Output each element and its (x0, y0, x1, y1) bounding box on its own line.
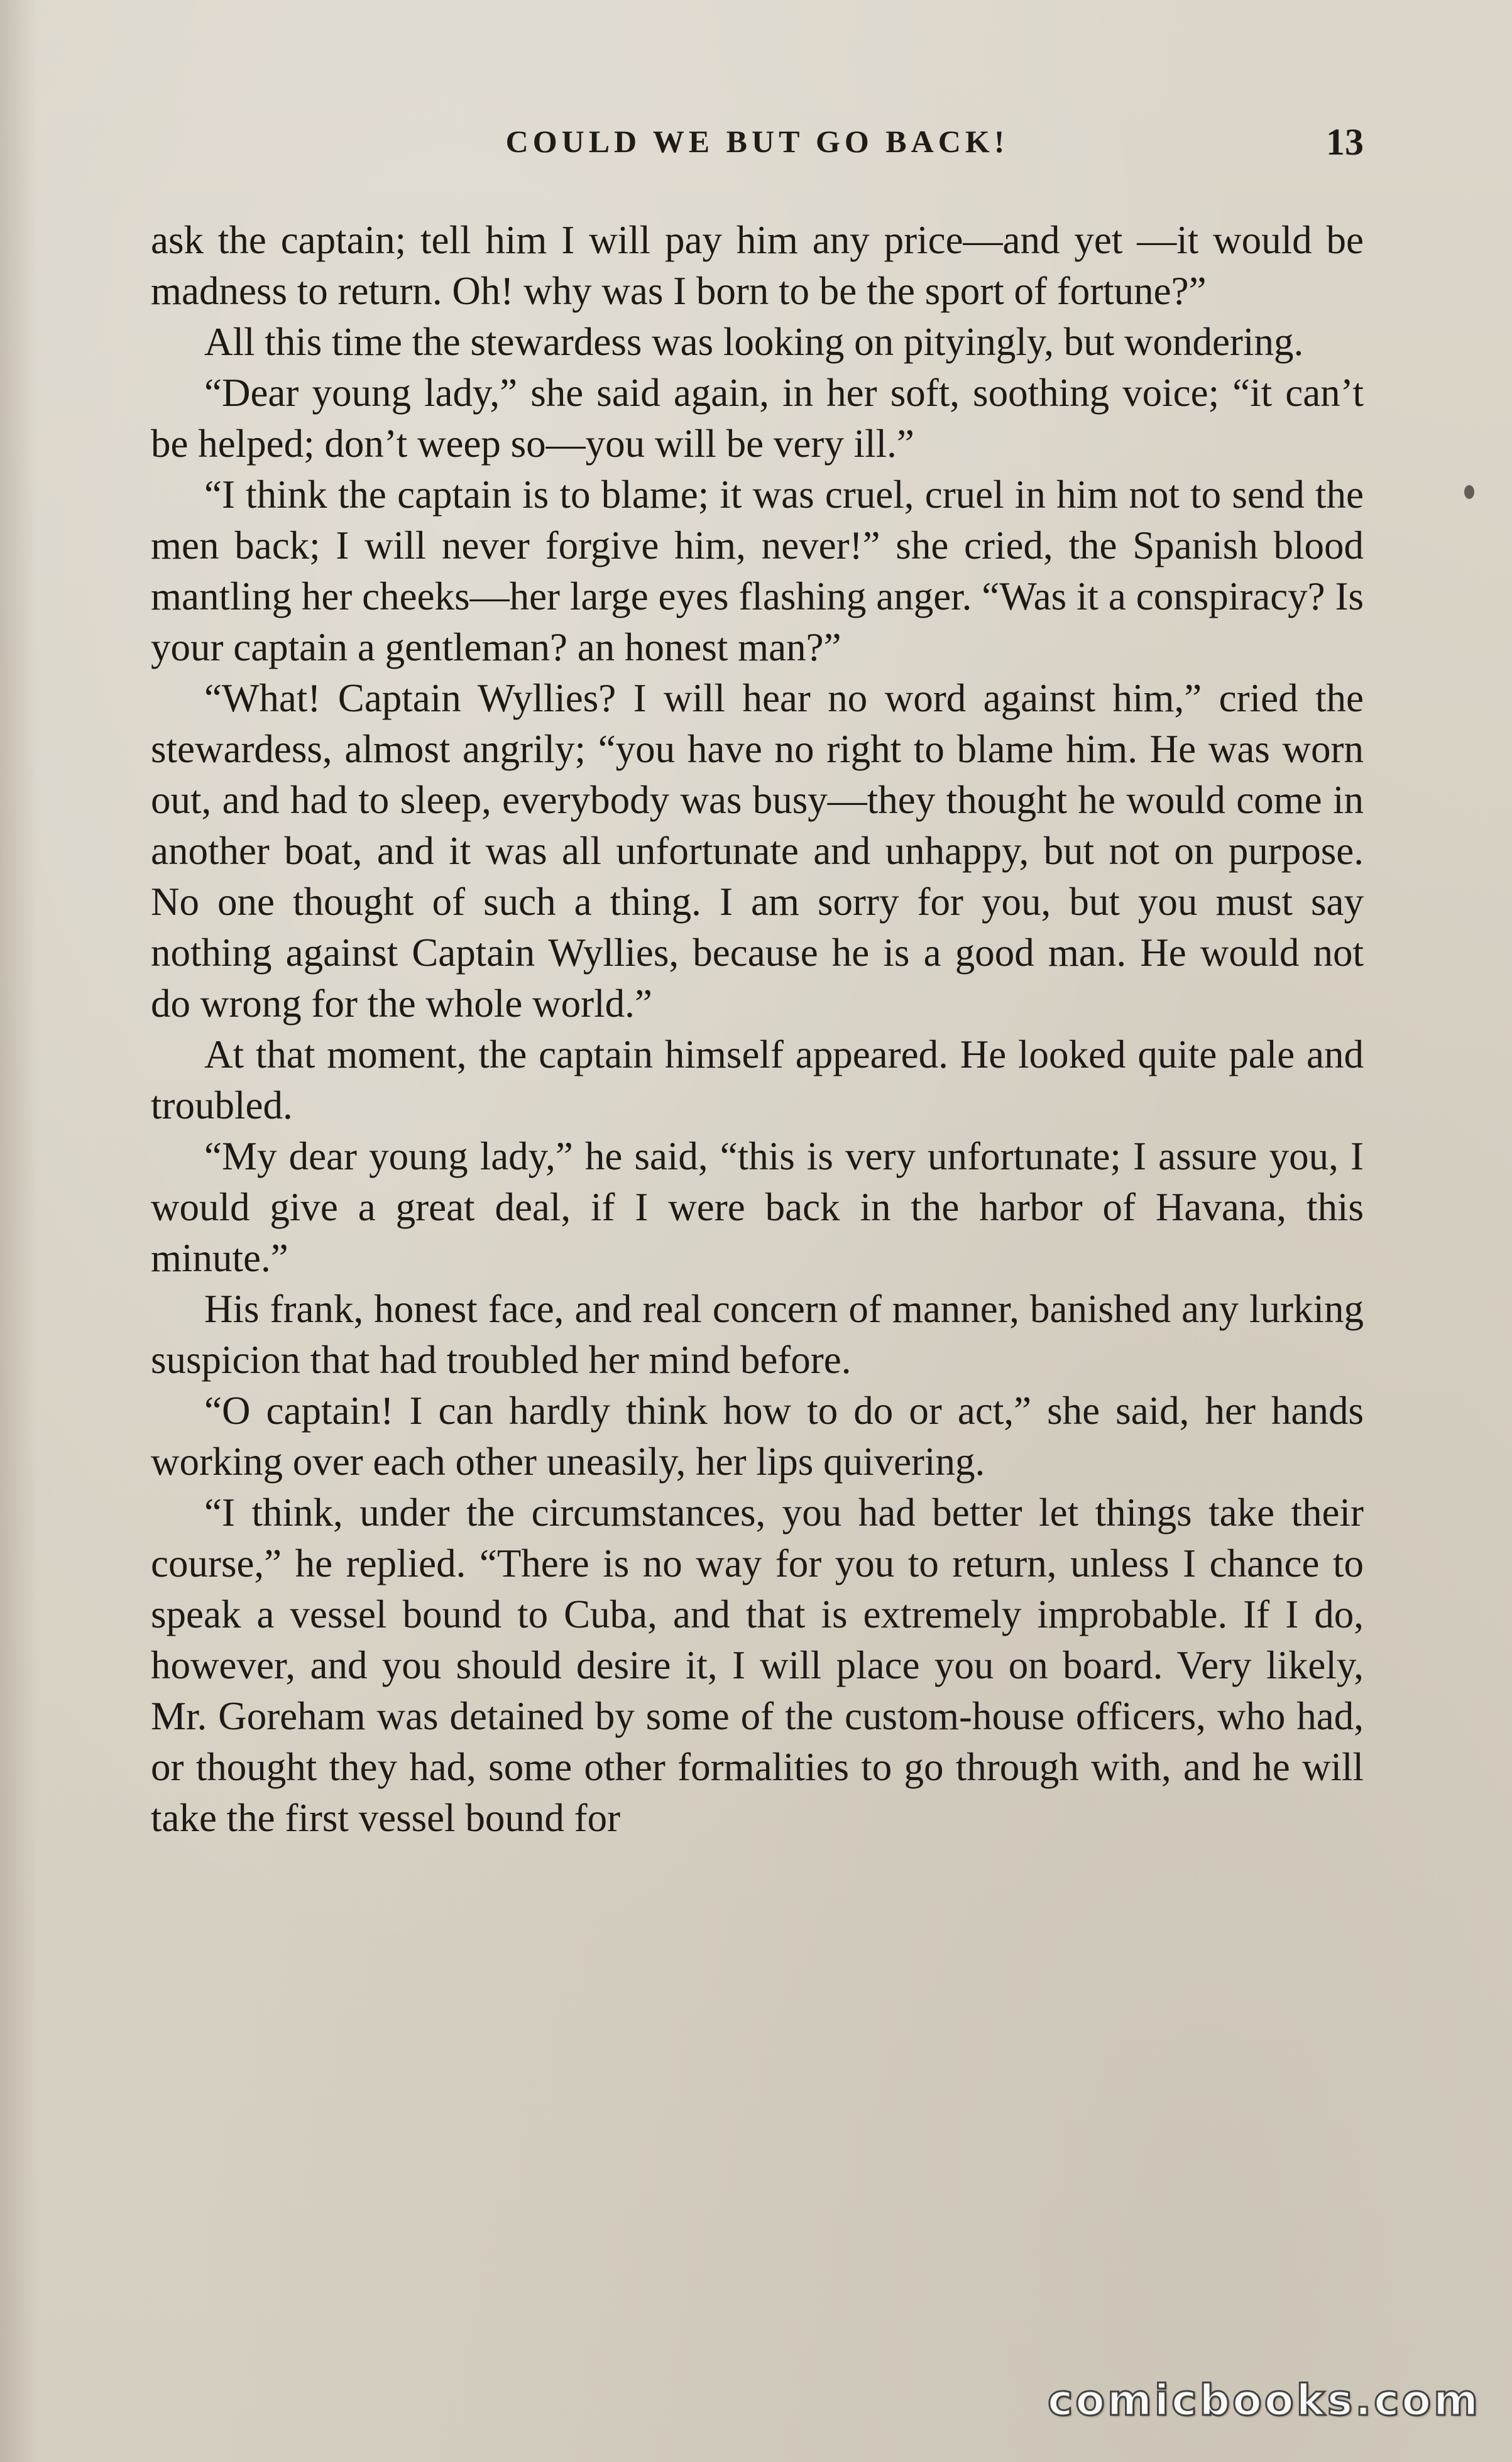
paragraph: ask the captain; tell him I will pay him any price—and yet —it would be madness to return. Oh! why was I born to be the sport of fortune?” (151, 218, 1364, 313)
page-header (151, 123, 1364, 173)
page-number: 13 (1326, 121, 1364, 163)
paragraph: “I think the captain is to blame; it was cruel, cruel in him not to send the men back; I will never forgive him, never!” she cried, the Spanish blood mantling her cheeks—her large eyes flashing anger. “Was it a conspiracy? Is your captain a gentleman? an honest man?” (151, 473, 1364, 669)
paragraph: “O captain! I can hardly think how to do or act,” she said, her hands working over each other uneasily, her lips quivering. (151, 1389, 1364, 1484)
page-edge-shadow (0, 0, 38, 2462)
paragraph: “Dear young lady,” she said again, in her soft, soothing voice; “it can’t be helped; don’t weep so—you will be very ill.” (151, 371, 1364, 466)
paragraph: At that moment, the captain himself appeared. He looked quite pale and troubled. (151, 1032, 1364, 1127)
watermark: comicbooks.com (1047, 2376, 1481, 2426)
paragraph: His frank, honest face, and real concern of manner, banished any lurking suspicion that had troubled her mind before. (151, 1287, 1364, 1382)
paragraph: “I think, under the circumstances, you had better let things take their course,” he replied. “There is no way for you to return, unless I chance to speak a vessel bound to Cuba, and that is extremely improbable. If I do, however, and you should desire it, I will place you on board. Very likely, Mr. Goreham was detained by some of the custom-house officers, who had, or thought they had, some other formalities to go through with, and he will take the first vessel bound for (151, 1491, 1364, 1840)
ink-spot (1464, 485, 1474, 499)
paragraph: “My dear young lady,” he said, “this is very unfortunate; I assure you, I would give a great deal, if I were back in the harbor of Havana, this minute.” (151, 1134, 1364, 1280)
paragraph: All this time the stewardess was looking on pityingly, but wondering. (204, 320, 1304, 364)
running-head: COULD WE BUT GO BACK! (505, 124, 1009, 159)
body-text (151, 215, 1364, 1844)
paragraph: “What! Captain Wyllies? I will hear no word against him,” cried the stewardess, almost angrily; “you have no right to blame him. He was worn out, and had to sleep, everybody was busy—they thought he would come in another boat, and it was all unfortunate and unhappy, but not on purpose. No one thought of such a thing. I am sorry for you, but you must say nothing against Captain Wyllies, because he is a good man. He would not do wrong for the whole world.” (151, 676, 1364, 1026)
